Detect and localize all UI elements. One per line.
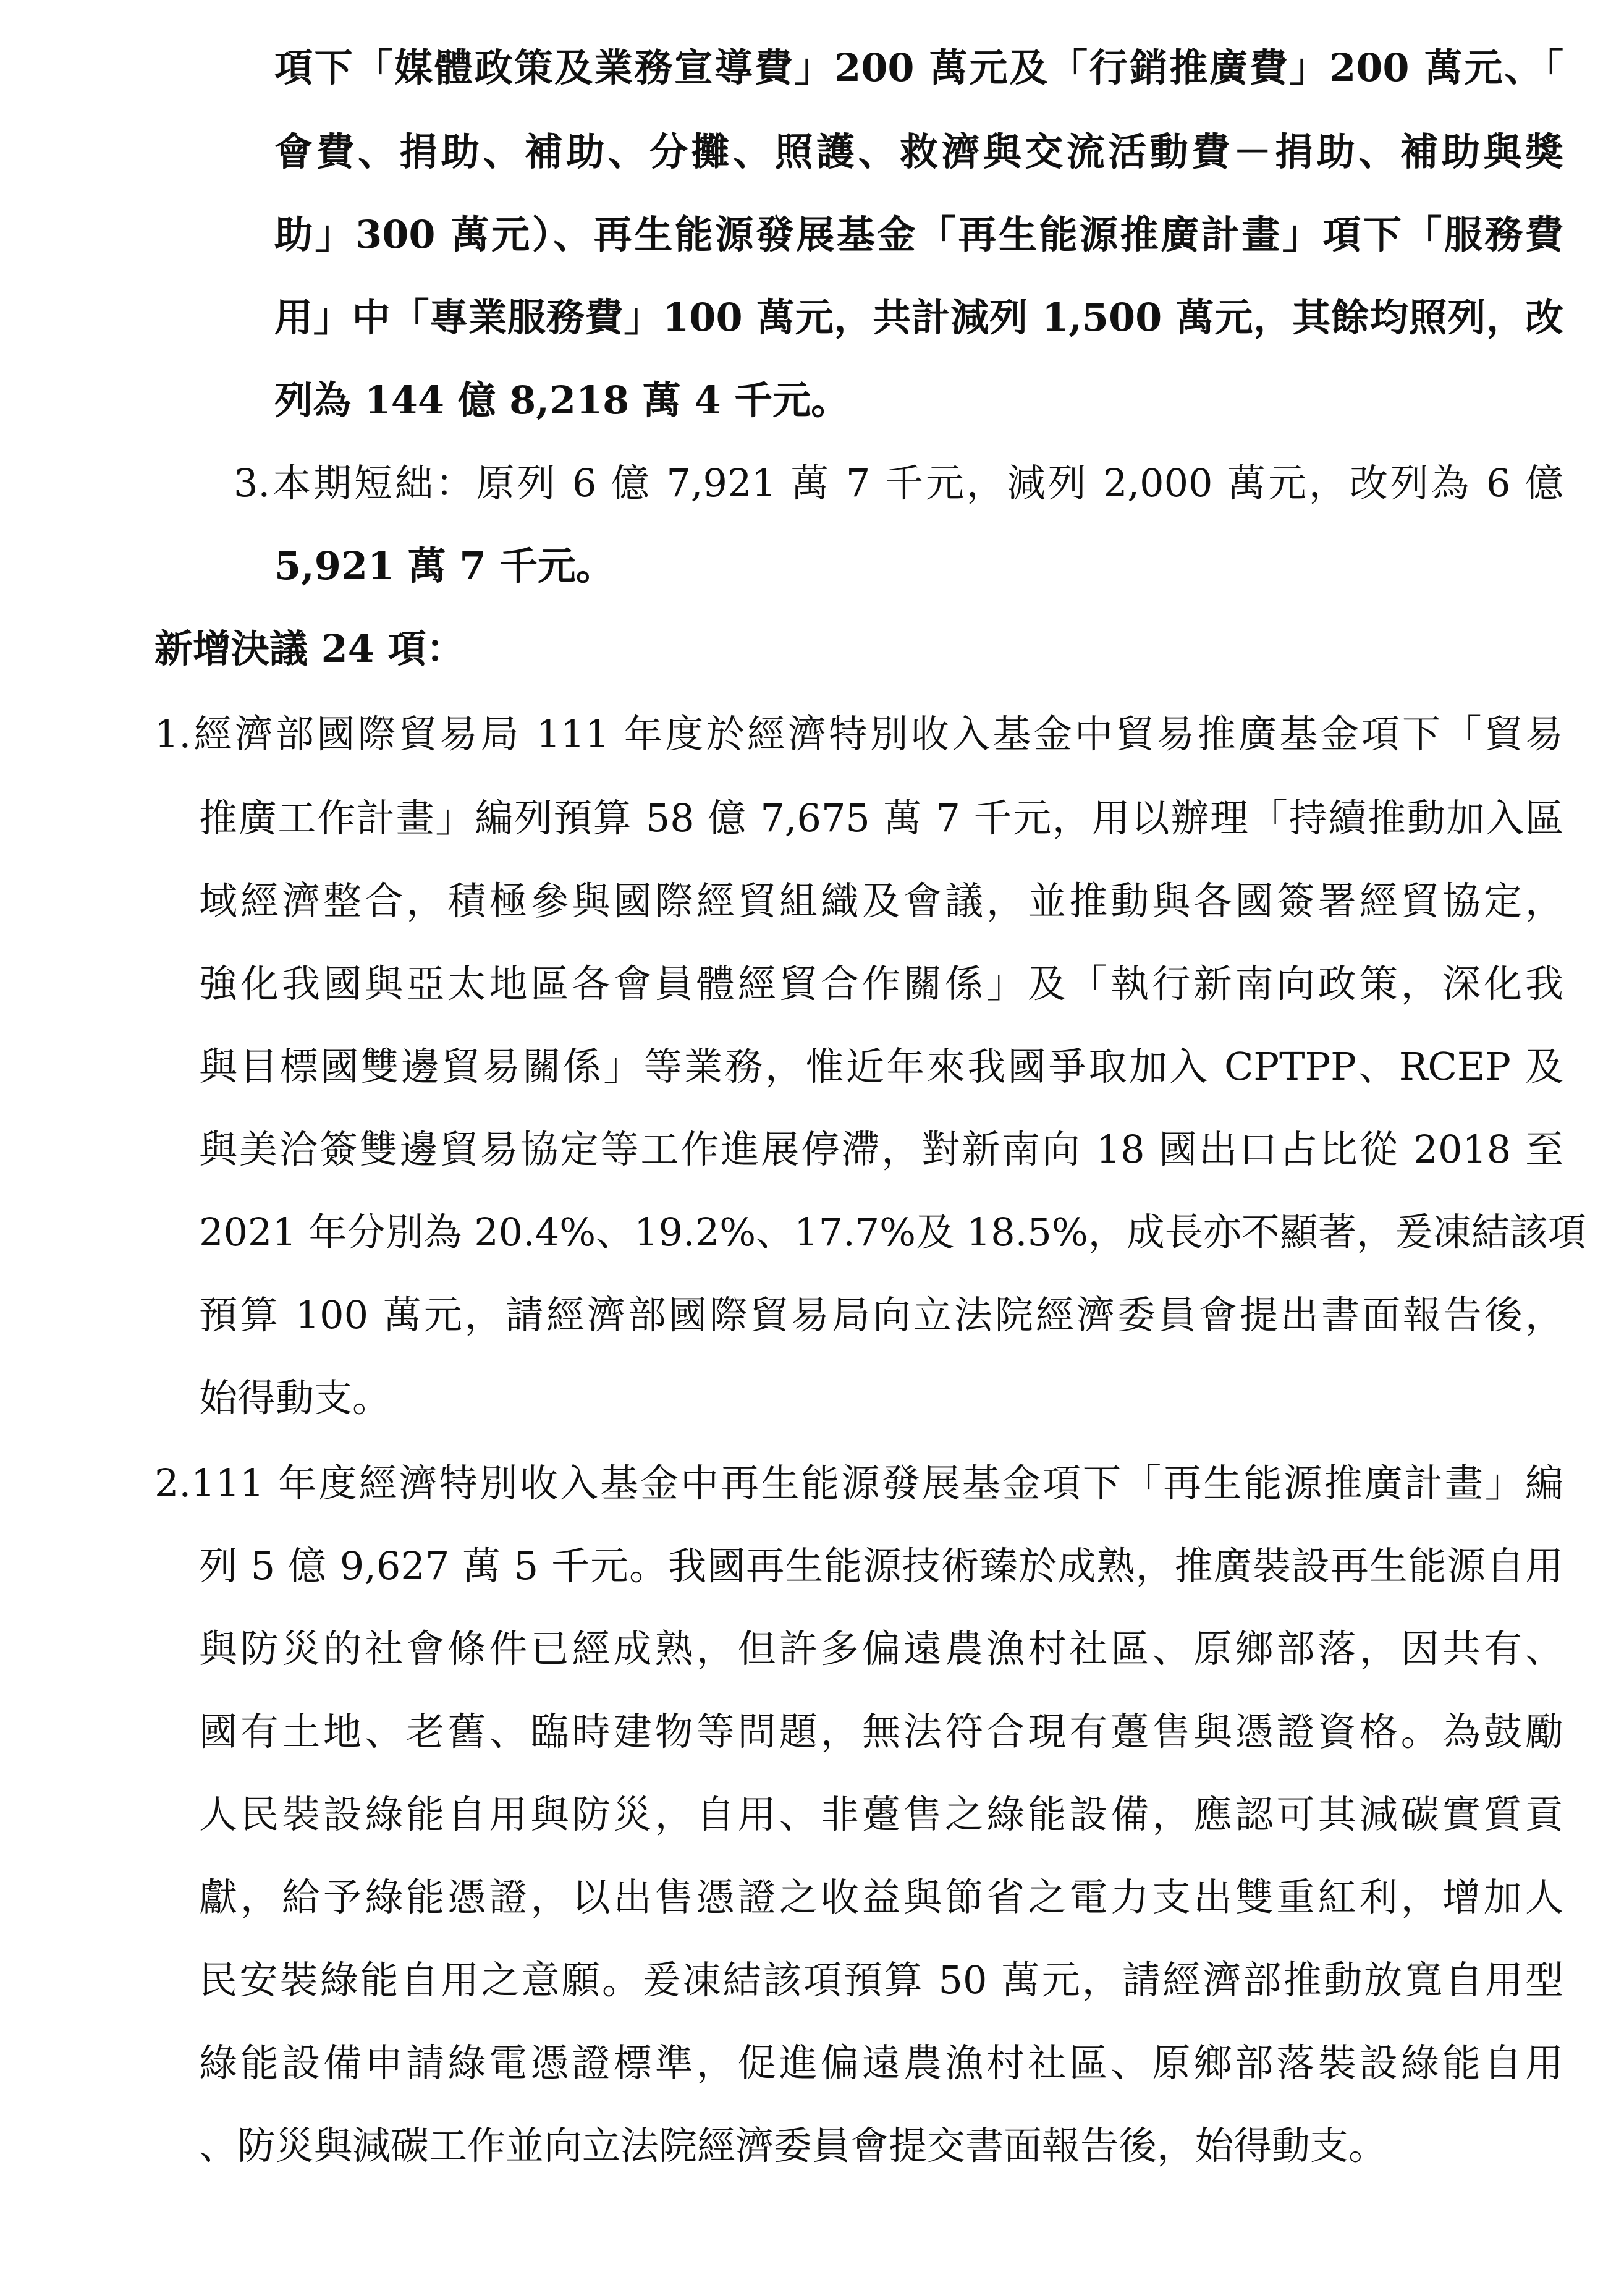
resolution2-line-8: 綠能設備申請綠電憑證標準，促進偏遠農漁村社區、原鄉部落裝設綠能自用 — [199, 2040, 1563, 2085]
resolution1-line-2: 推廣工作計畫」編列預算 58 億 7,675 萬 7 千元，用以辦理「持續推動加入區 — [199, 795, 1563, 841]
budget-line-5: 列為 144 億 8,218 萬 4 千元。 — [274, 378, 850, 423]
budget-line-4: 用」中「專業服務費」100 萬元，共計減列 1,500 萬元，其餘均照列，改 — [274, 295, 1563, 340]
budget-line-3: 助」300 萬元）、再生能源發展基金「再生能源推廣計畫」項下「服務費 — [274, 212, 1563, 257]
resolution1-line-8: 預算 100 萬元，請經濟部國際貿易局向立法院經濟委員會提出書面報告後， — [199, 1292, 1563, 1337]
resolution2-line-2: 列 5 億 9,627 萬 5 千元。我國再生能源技術臻於成熟，推廣裝設再生能源自用 — [199, 1543, 1563, 1588]
resolution1-line-9: 始得動支。 — [199, 1375, 391, 1420]
resolution1-line-6: 與美洽簽雙邊貿易協定等工作進展停滯，對新南向 18 國出口占比從 2018 至 — [199, 1127, 1563, 1172]
resolution2-line-1: 2.111 年度經濟特別收入基金中再生能源發展基金項下「再生能源推廣計畫」編 — [154, 1460, 1563, 1506]
resolution2-line-4: 國有土地、老舊、臨時建物等問題，無法符合現有躉售與憑證資格。為鼓勵 — [199, 1709, 1563, 1754]
resolution2-line-3: 與防災的社會條件已經成熟，但許多偏遠農漁村社區、原鄉部落，因共有、 — [199, 1626, 1563, 1671]
budget-line-2: 會費、捐助、補助、分攤、照護、救濟與交流活動費－捐助、補助與獎 — [274, 129, 1563, 174]
resolution2-line-7: 民安裝綠能自用之意願。爰凍結該項預算 50 萬元，請經濟部推動放寬自用型 — [199, 1957, 1563, 2003]
resolution1-line-3: 域經濟整合，積極參與國際經貿組織及會議，並推動與各國簽署經貿協定， — [199, 878, 1563, 923]
resolution2-line-5: 人民裝設綠能自用與防災，自用、非躉售之綠能設備，應認可其減碳實質貢 — [199, 1792, 1563, 1837]
item3-line-1: 3.本期短絀：原列 6 億 7,921 萬 7 千元，減列 2,000 萬元，改列為 6 億 — [234, 460, 1563, 506]
item3-line-2: 5,921 萬 7 千元。 — [274, 543, 615, 588]
resolution1-line-1: 1.經濟部國際貿易局 111 年度於經濟特別收入基金中貿易推廣基金項下「貿易 — [154, 711, 1563, 757]
budget-line-1: 項下「媒體政策及業務宣導費」200 萬元及「行銷推廣費」200 萬元、「 — [274, 45, 1563, 90]
resolution2-line-6: 獻，給予綠能憑證，以出售憑證之收益與節省之電力支出雙重紅利，增加人 — [199, 1875, 1563, 1920]
resolution2-line-9: 、防災與減碳工作並向立法院經濟委員會提交書面報告後，始得動支。 — [199, 2123, 1387, 2168]
resolution1-line-7: 2021 年分別為 20.4%、19.2%、17.7%及 18.5%，成長亦不顯著，爰凍結該項 — [199, 1210, 1586, 1255]
new-resolutions-heading: 新增決議 24 項： — [154, 626, 465, 671]
resolution1-line-5: 與目標國雙邊貿易關係」等業務，惟近年來我國爭取加入 CPTPP、RCEP 及 — [199, 1044, 1563, 1089]
resolution1-line-4: 強化我國與亞太地區各會員體經貿合作關係」及「執行新南向政策，深化我 — [199, 961, 1563, 1006]
